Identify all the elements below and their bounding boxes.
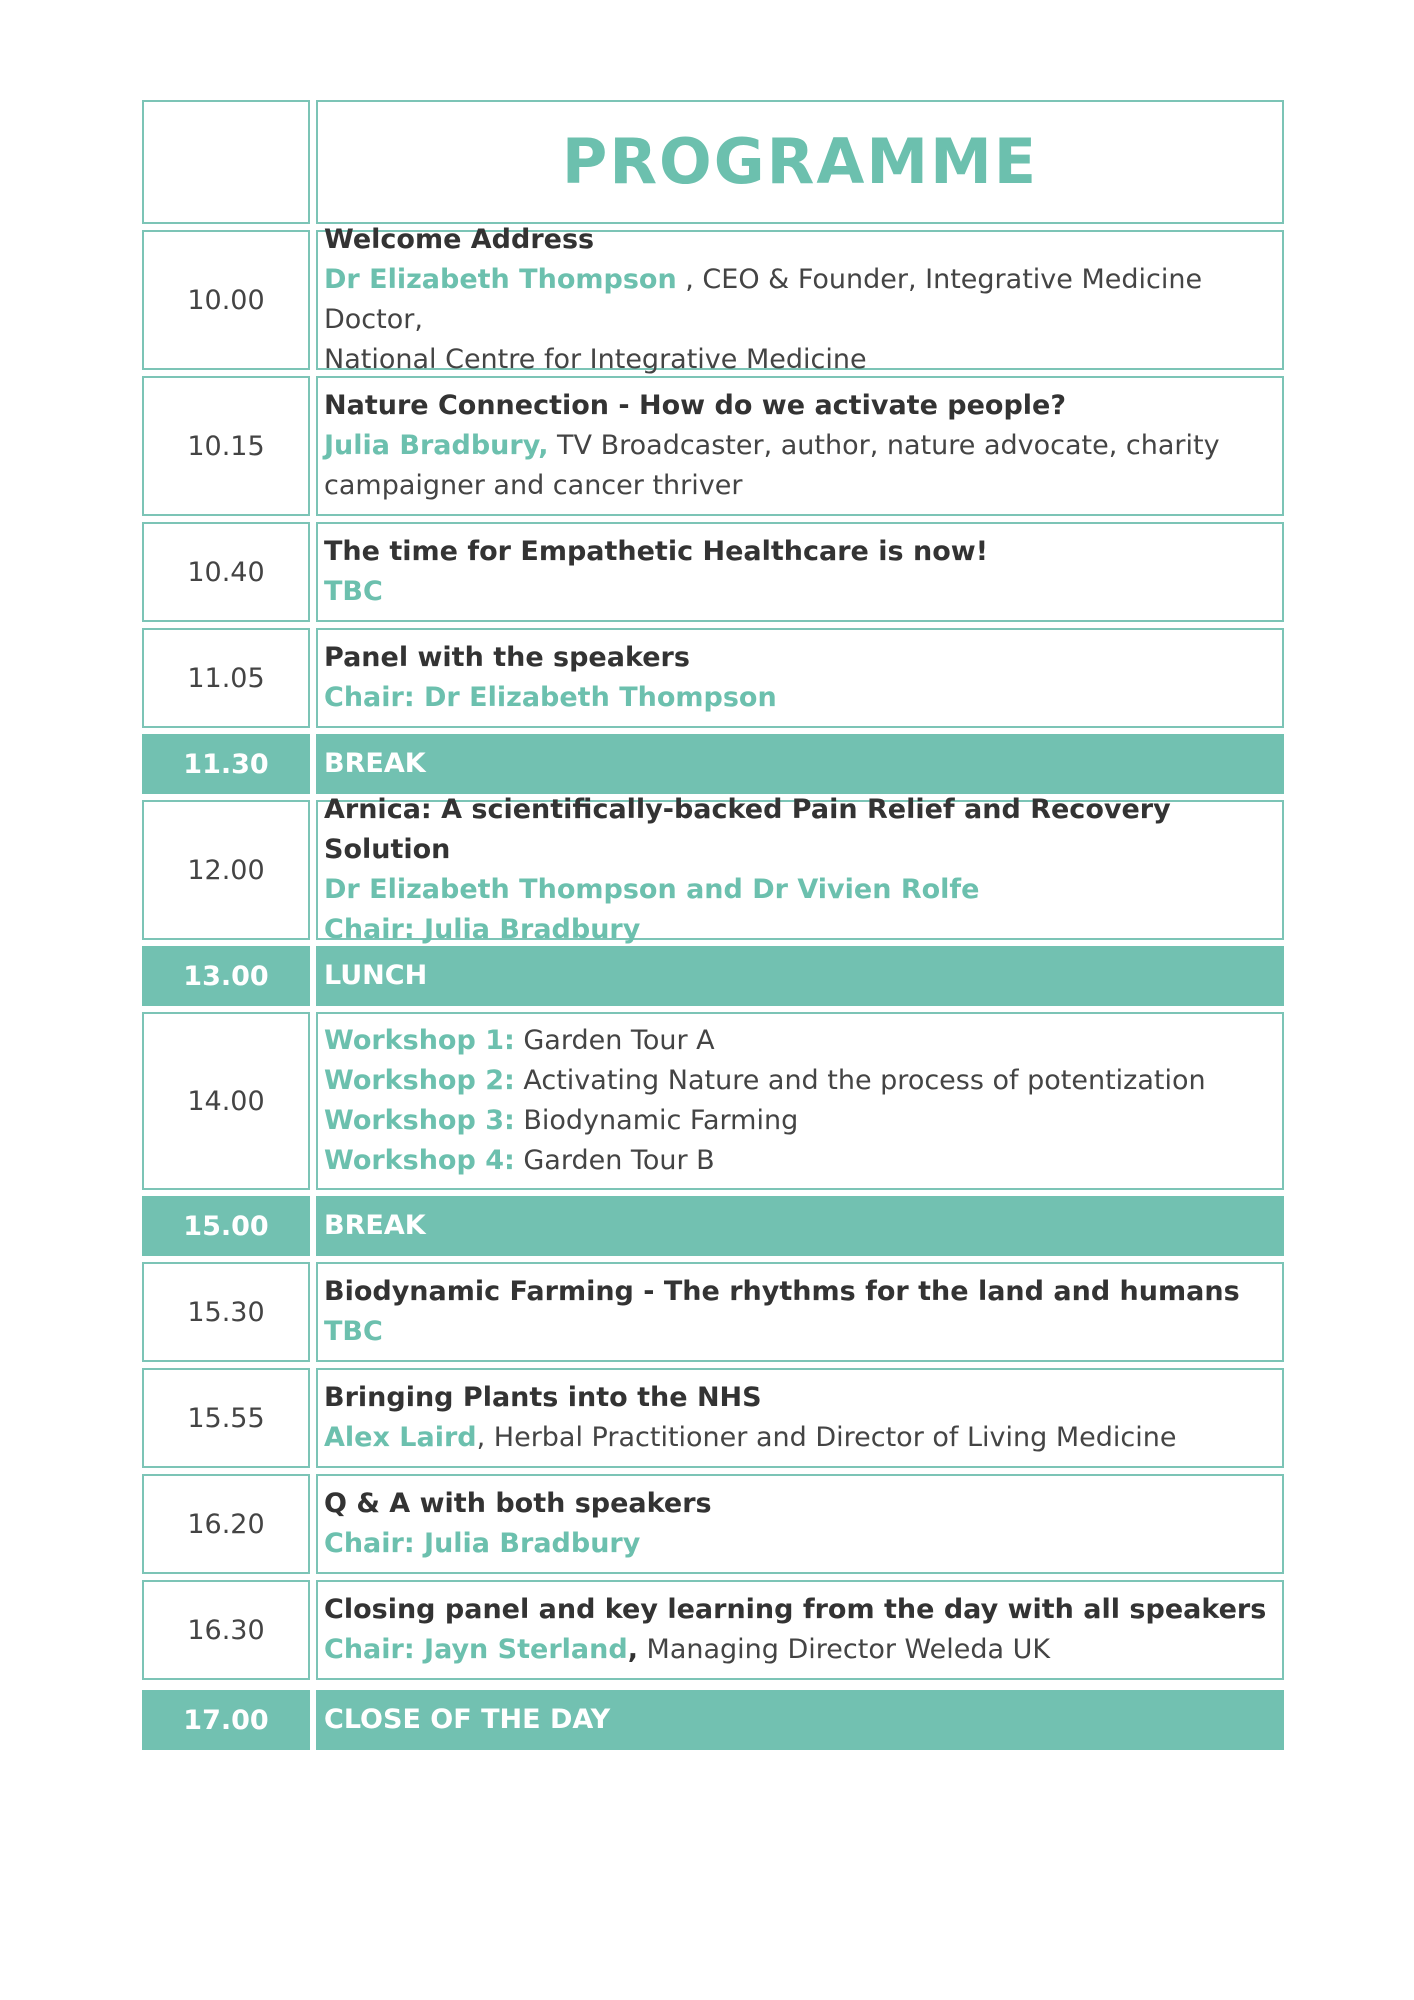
workshop-item xyxy=(324,1141,1276,1181)
workshops-row xyxy=(142,1012,1284,1190)
session-title: Panel with the speakers xyxy=(324,642,690,673)
break-row xyxy=(142,1196,1284,1256)
session-title: Welcome Address xyxy=(324,224,595,255)
session-chair: Chair: Julia Bradbury xyxy=(324,914,641,945)
session-content xyxy=(316,1580,1284,1680)
break-row xyxy=(142,734,1284,794)
session-row xyxy=(142,224,1284,375)
session-title: Arnica: A scientifically-backed Pain Relief and Recovery Solution xyxy=(324,794,1171,865)
workshop-text: Garden Tour A xyxy=(514,1025,715,1056)
workshop-text: Activating Nature and the process of potentization xyxy=(514,1065,1206,1096)
workshop-label: Workshop 4: xyxy=(324,1145,515,1176)
session-row xyxy=(142,1368,1284,1468)
session-time: 10.15 xyxy=(142,376,310,516)
lunch-time: 13.00 xyxy=(142,946,310,1006)
lunch-label: LUNCH xyxy=(316,946,1284,1006)
session-time: 15.55 xyxy=(142,1368,310,1468)
session-content xyxy=(316,224,1284,375)
close-label: CLOSE OF THE DAY xyxy=(316,1690,1284,1750)
session-row xyxy=(142,376,1284,516)
session-content xyxy=(316,794,1284,945)
session-title: Biodynamic Farming - The rhythms for the land and humans xyxy=(324,1276,1240,1307)
programme-header-row xyxy=(142,100,1284,224)
session-chair: Chair: Julia Bradbury xyxy=(324,1528,641,1559)
session-chair: Chair: Dr Elizabeth Thompson xyxy=(324,682,777,713)
session-title: Nature Connection - How do we activate people? xyxy=(324,390,1067,421)
session-content xyxy=(316,1368,1284,1468)
session-row xyxy=(142,1580,1284,1680)
session-time: 14.00 xyxy=(142,1012,310,1190)
session-title: Q & A with both speakers xyxy=(324,1488,712,1519)
session-content xyxy=(316,522,1284,622)
break-label: BREAK xyxy=(316,734,1284,794)
workshops-content xyxy=(316,1012,1284,1190)
workshop-label: Workshop 1: xyxy=(324,1025,515,1056)
session-row xyxy=(142,794,1284,945)
workshop-label: Workshop 3: xyxy=(324,1105,515,1136)
session-content xyxy=(316,376,1284,516)
speaker-name: Julia Bradbury, xyxy=(324,430,549,461)
session-title: The time for Empathetic Healthcare is now! xyxy=(324,536,989,567)
workshop-item xyxy=(324,1061,1276,1101)
session-time: 12.00 xyxy=(142,800,310,940)
speaker-name: Alex Laird xyxy=(324,1422,477,1453)
workshop-label: Workshop 2: xyxy=(324,1065,515,1096)
break-time: 15.00 xyxy=(142,1196,310,1256)
break-label: BREAK xyxy=(316,1196,1284,1256)
speaker-role: TV Broadcaster, author, nature advocate, charity xyxy=(548,430,1220,461)
session-chair: Chair: Jayn Sterland xyxy=(324,1634,628,1665)
speaker-role: , Herbal Practitioner and Director of Living Medicine xyxy=(476,1422,1177,1453)
workshop-item xyxy=(324,1101,1276,1141)
session-time: 10.40 xyxy=(142,522,310,622)
session-content xyxy=(316,628,1284,728)
session-title: Closing panel and key learning from the day with all speakers xyxy=(324,1594,1267,1625)
session-time: 16.20 xyxy=(142,1474,310,1574)
speaker-name: TBC xyxy=(324,576,383,607)
header-empty-cell xyxy=(142,100,310,224)
session-content xyxy=(316,1262,1284,1362)
session-time: 10.00 xyxy=(142,230,310,370)
session-time: 15.30 xyxy=(142,1262,310,1362)
speaker-name: TBC xyxy=(324,1316,383,1347)
close-time: 17.00 xyxy=(142,1690,310,1750)
session-row xyxy=(142,522,1284,622)
speaker-role-cont: National Centre for Integrative Medicine xyxy=(324,344,867,375)
speaker-role-cont: campaigner and cancer thriver xyxy=(324,470,743,501)
close-row xyxy=(142,1690,1284,1750)
lunch-row xyxy=(142,946,1284,1006)
speaker-name: Dr Elizabeth Thompson and Dr Vivien Rolfe xyxy=(324,874,980,905)
chair-role: Managing Director Weleda UK xyxy=(637,1634,1051,1665)
speaker-name: Dr Elizabeth Thompson xyxy=(324,264,677,295)
session-row xyxy=(142,628,1284,728)
session-row xyxy=(142,1474,1284,1574)
speaker-role: , CEO & Founder, Integrative Medicine Doctor, xyxy=(324,264,1203,335)
session-content xyxy=(316,1474,1284,1574)
break-time: 11.30 xyxy=(142,734,310,794)
session-time: 16.30 xyxy=(142,1580,310,1680)
session-time: 11.05 xyxy=(142,628,310,728)
page-title: PROGRAMME xyxy=(316,100,1284,224)
workshop-item xyxy=(324,1021,1276,1061)
workshop-text: Biodynamic Farming xyxy=(514,1105,799,1136)
session-row xyxy=(142,1262,1284,1362)
workshop-text: Garden Tour B xyxy=(514,1145,715,1176)
chair-separator: , xyxy=(627,1634,638,1665)
session-title: Bringing Plants into the NHS xyxy=(324,1382,762,1413)
